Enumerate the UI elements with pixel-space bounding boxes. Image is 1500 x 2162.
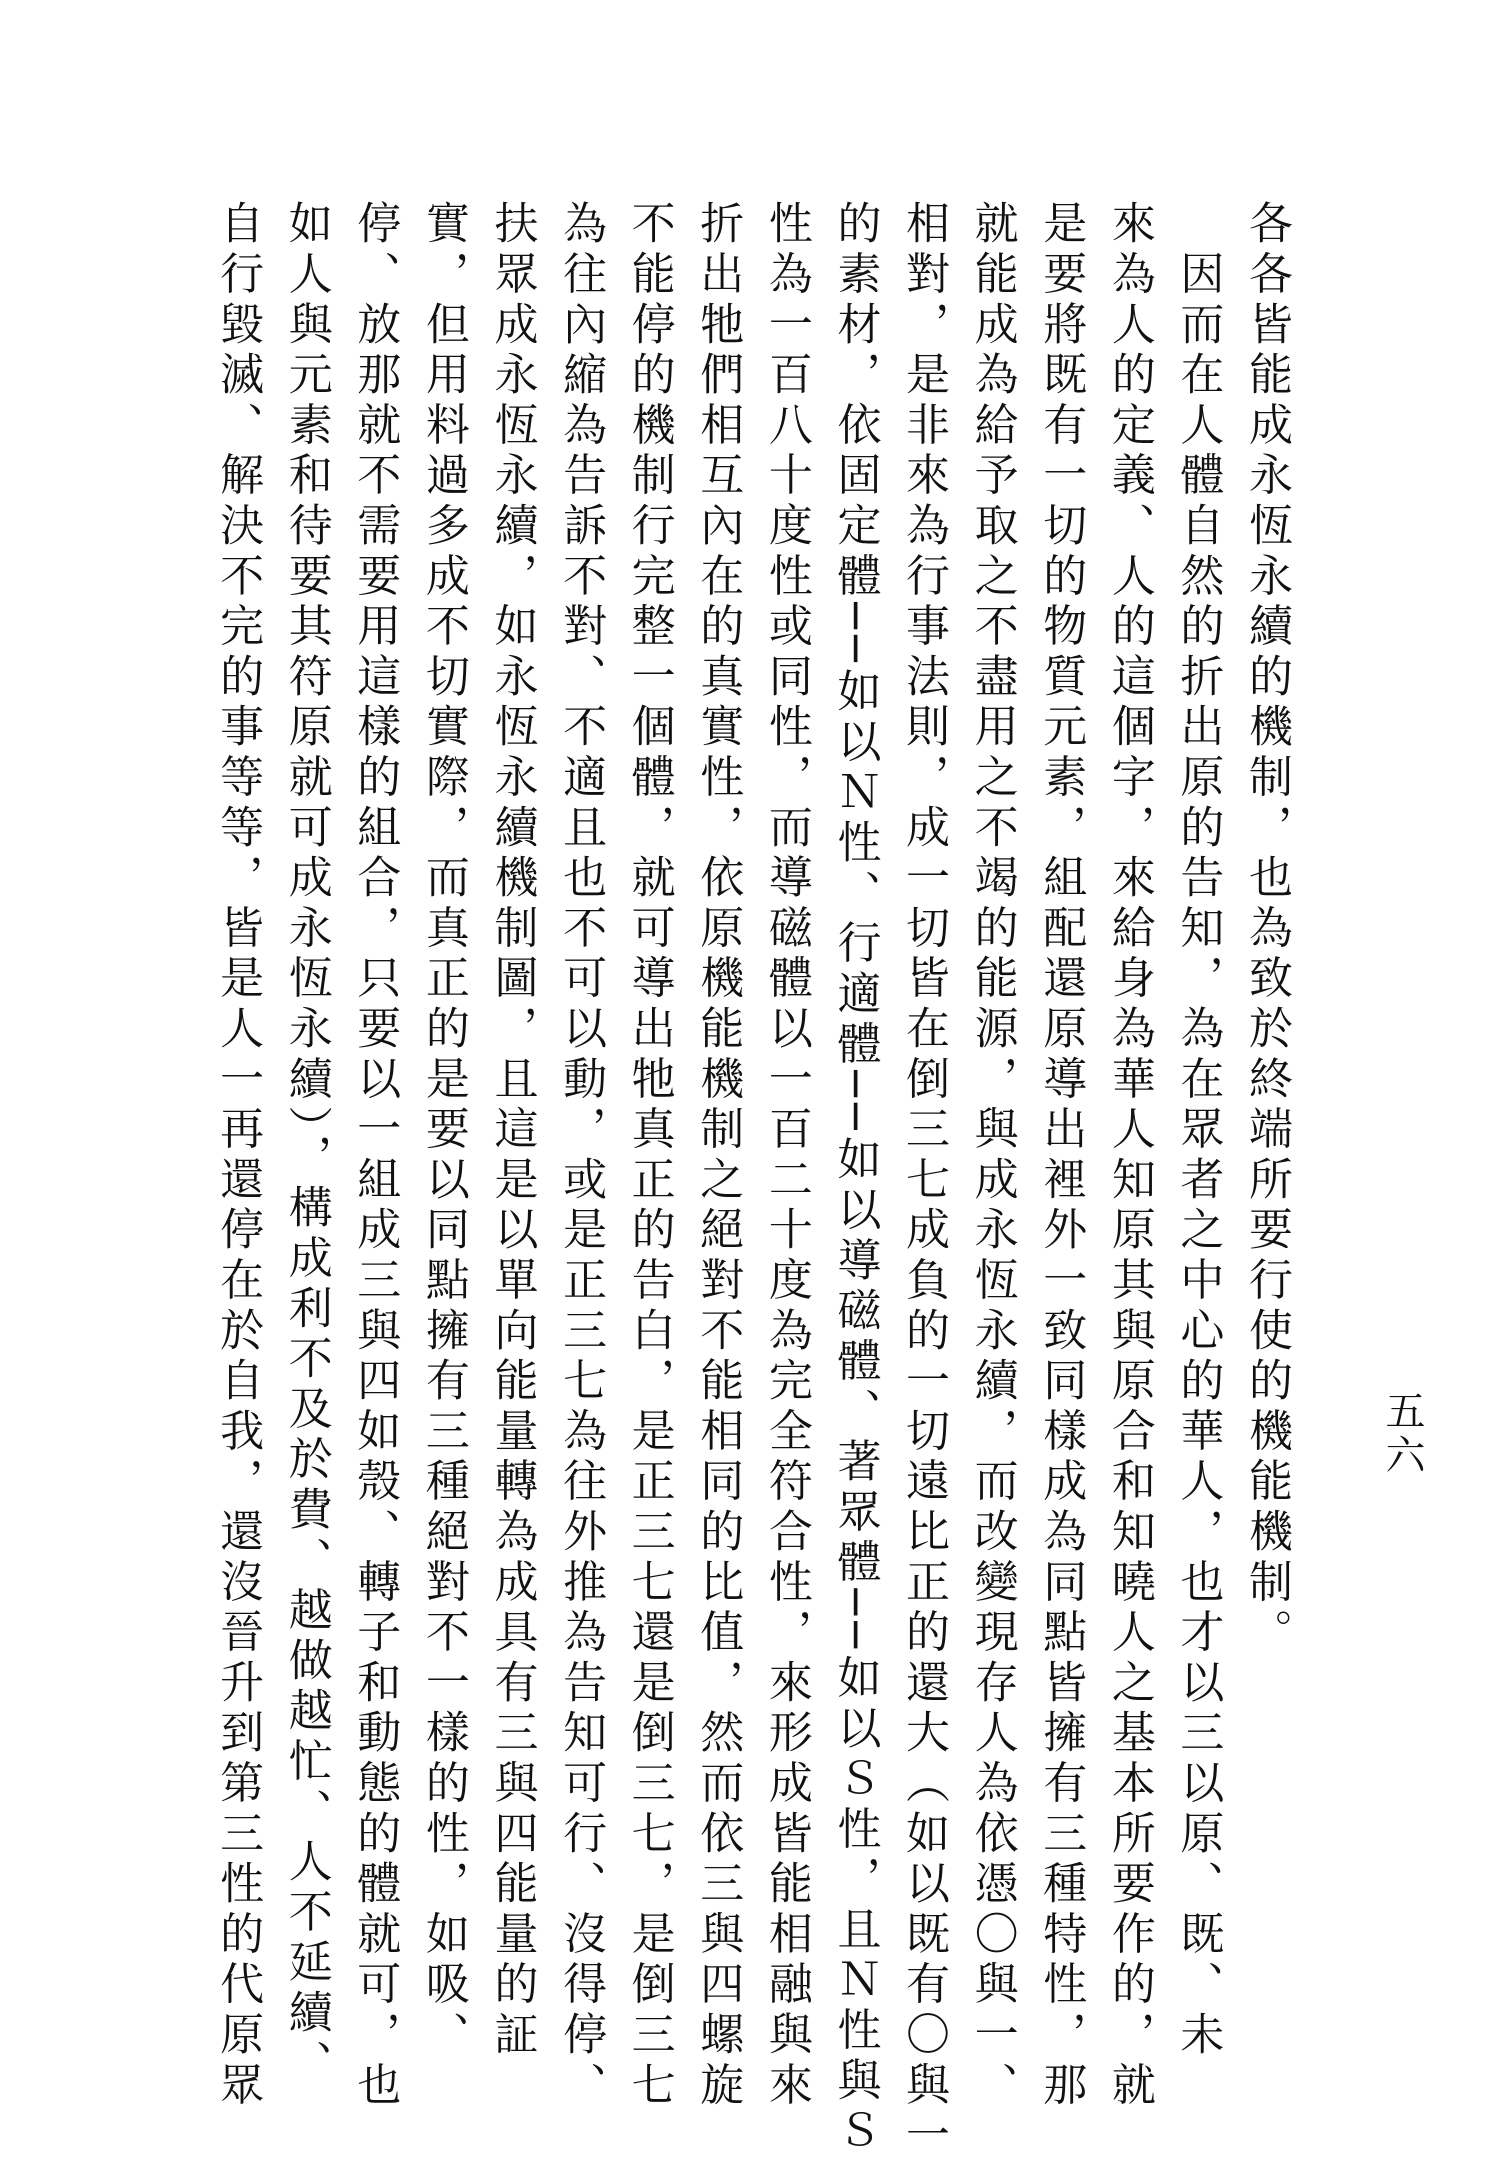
text-column: 各各皆能成永恆永續的機制，也為致於終端所要行使的機能機制。	[1241, 200, 1292, 1659]
text-column: 停、放那就不需要用這樣的組合，只要以一組成三與四如殼、轉子和動態的體就可，也	[349, 200, 401, 2112]
page-number: 五六	[1379, 1390, 1425, 1478]
text-column: 相對，是非來為行事法則，成一切皆在倒三七成負的一切遠比正的還大（如以既有〇與一	[898, 200, 950, 2162]
text-column: 來為人的定義、人的這個字，來給身為華人知原其與原合和知曉人之基本所要作的，就	[1103, 200, 1155, 2112]
text-column: 實，但用料過多成不切實際，而真正的是要以同點擁有三種絕對不一樣的性，如吸、	[417, 200, 469, 2062]
text-column: 是要將既有一切的物質元素，組配還原導出裡外一致同樣成為同點皆擁有三種特性，那	[1035, 200, 1087, 2112]
text-column: 自行毀滅、解決不完的事等等，皆是人一再還停在於自我，還沒晉升到第三性的代原眾	[212, 200, 264, 2112]
text-column: 不能停的機制行完整一個體，就可導出牠真正的告白，是正三七還是倒三七，是倒三七	[623, 200, 675, 2112]
text-column: 就能成為給予取之不盡用之不竭的能源，與成永恆永續，而改變現存人為依憑〇與一、	[966, 200, 1018, 2112]
text-column: 因而在人體自然的折出原的告知，為在眾者之中心的華人，也才以三以原、既、未	[1172, 200, 1224, 2062]
text-column: 性為一百八十度性或同性，而導磁體以一百二十度為完全符合性，來形成皆能相融與來	[760, 200, 812, 2112]
text-column: 的素材，依固定體──如以Ｎ性、行適體──如以導磁體、著眾體──如以Ｓ性，且Ｎ性與Ｓ	[829, 200, 881, 2158]
text-column: 折出牠們相互內在的真實性，依原機能機制之絕對不能相同的比值，然而依三與四螺旋	[692, 200, 744, 2112]
text-column: 如人與元素和待要其符原就可成永恆永續），構成利不及於費、越做越忙、人不延續、	[280, 200, 332, 2090]
text-column: 扶眾成永恆永續，如永恆永續機制圖，且這是以單向能量轉為成具有三與四能量的証	[486, 200, 538, 2062]
text-column: 為往內縮為告訴不對、不適且也不可以動，或是正三七為往外推為告知可行、沒得停、	[555, 200, 607, 2112]
vertical-text-body	[203, 200, 1301, 2162]
